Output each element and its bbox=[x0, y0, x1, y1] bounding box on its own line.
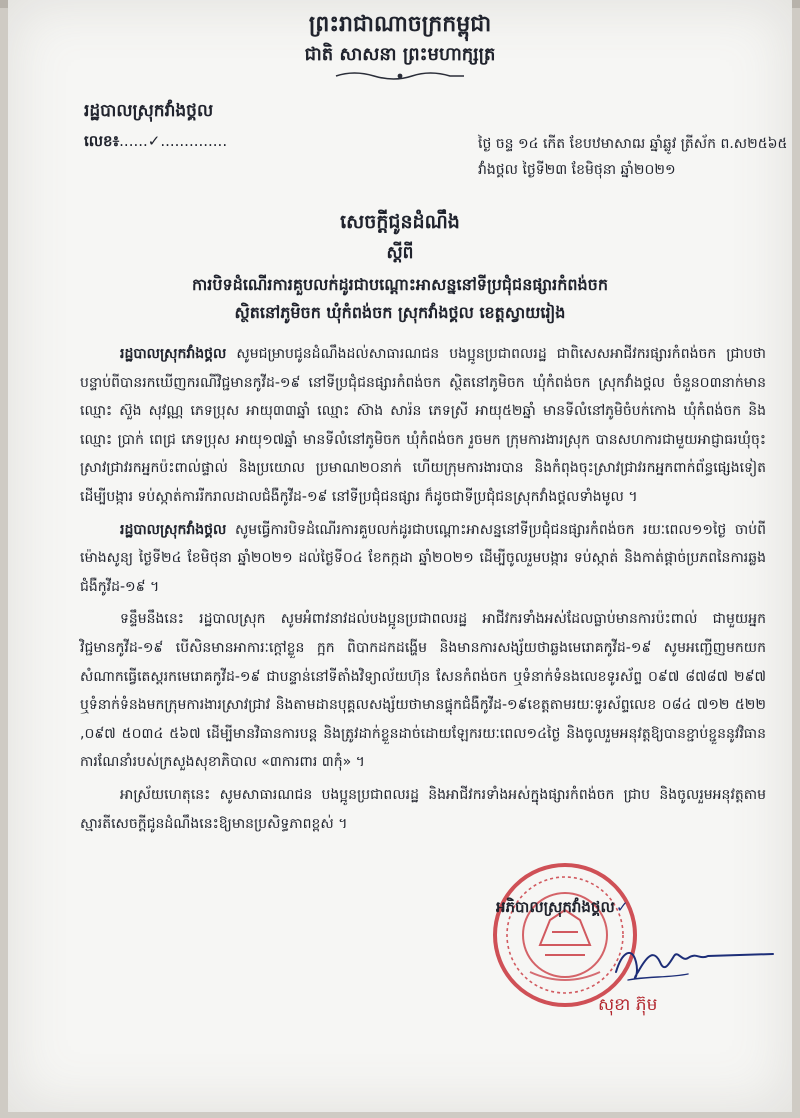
national-motto: ជាតិ សាសនា ព្រះមហាក្សត្រ bbox=[304, 44, 496, 65]
paragraph-text: សូមធ្វើការបិទដំណើរការគួបលក់ដូរជាបណ្តោះអាសន្ននៅទីប្រជុំជនផ្សារកំពង់ចក រយៈពេល១១ថ្ងៃ ចាប់ពីម៉ោងសូន្យ ថ្ងៃទី២៤ ខែមិថុនា ឆ្នាំ២០២១ ដល់ថ្ងៃទី០៤ ខែកក្កដា ឆ្នាំ២០២១ ដើម្បីចូលរួមបង្ការ ទប់ស្កាត់ និងកាត់ផ្តាច់ប្រភពនៃការឆ្លងជំងឺកូវីដ-១៩ ។ bbox=[80, 521, 766, 595]
paragraph-lead: រដ្ឋបាលស្រុកវាំងថ្គល bbox=[120, 521, 227, 538]
body-paragraph-1 bbox=[80, 340, 766, 512]
paragraph-text: ទន្ទឹមនឹងនេះ រដ្ឋបាលស្រុក សូមអំពាវនាវដល់បងប្អូនប្រជាពលរដ្ឋ អាជីវករទាំងអស់ដែលធ្លាប់មានការប៉ះពាល់ ជាមួយអ្នកវិជ្ជមានកូវីដ-១៩ បើសិនមានអាការៈក្តៅខ្លួន ក្អក ពិបាកដកដង្ហើម និងមានការសង្ស័យថាឆ្លងមេរោគកូវីដ-១៩ សូមអញ្ជើញមកយកសំណាកធ្វើតេស្តរកមេរោគកូវីដ-១៩ ជាបន្ទាន់នៅទីតាំងវិទ្យាល័យហ៊ុន សែនកំពង់ចក ឬទំនាក់ទំនងលេខទូរស័ព្ទ ០៩៧ ៨៧៨៧ ២៩៧ ឬទំនាក់ទំនងមកក្រុមការងារស្រាវជ្រាវ និងតាមដានបុគ្គលសង្ស័យថាមានផ្ទុកជំងឺកូវីដ-១៩ខេត្តតាមរយៈទូរស័ព្ទលេខ ០៨៤ ៧១២ ៥២២ ,០៩៧ ៥០៣៤ ៥៦៧ ដើម្បីមានវិធានការបន្ត និងត្រូវដាក់ខ្លួនដាច់ដោយឡែករយៈពេល១៤ថ្ងៃ និងចូលរួមអនុវត្តឱ្យបានខ្ជាប់ខ្ជួននូវវិធានការណែនាំរបស់ក្រសួងសុខាភិបាល «៣ការពារ ៣កុំ» ។ bbox=[80, 611, 766, 771]
lunar-date: ថ្ងៃ ចន្ទ ១៤ កើត ខែបឋមាសាឍ ឆ្នាំឆ្លូវ ត្រីស័ក ព.ស២៥៦៥ bbox=[478, 136, 788, 152]
signatory-title: អភិបាលស្រុកវាំងថ្គល bbox=[496, 898, 615, 916]
signer-name: សុខា ភ៊ុម bbox=[598, 995, 658, 1015]
kingdom-heading: ព្រះរាជាណាចក្រកម្ពុជា bbox=[308, 11, 492, 37]
handwritten-signature bbox=[608, 932, 778, 1002]
notice-title: សេចក្តីជូនដំណឹង bbox=[340, 211, 460, 233]
body-paragraph-3 bbox=[80, 605, 766, 777]
notice-subject-line-1: ការបិទដំណើរការគួបលក់ដូរជាបណ្តោះអាសន្ននៅទីប្រជុំជនផ្សារកំពង់ចក bbox=[192, 275, 608, 294]
ornament-divider bbox=[334, 70, 466, 82]
document-number-value: ......✓.............. bbox=[119, 132, 228, 150]
document-number bbox=[84, 132, 227, 154]
notice-about-label: ស្តីពី bbox=[386, 243, 414, 263]
issuing-authority: រដ្ឋបាលស្រុកវាំងថ្គល bbox=[84, 101, 214, 121]
paragraph-text: អាស្រ័យហេតុនេះ សូមសាធារណជន បងប្អូនប្រជាពលរដ្ឋ និងអាជីវករទាំងអស់ក្នុងផ្សារកំពង់ចក ជ្រាប និងចូលរួមអនុវត្តតាមស្មារតីសេចក្តីជូនដំណឹងនេះឱ្យមានប្រសិទ្ធភាពខ្ពស់ ។ bbox=[80, 786, 766, 832]
notice-subject-line-2: ស្ថិតនៅភូមិចក ឃុំកំពង់ចក ស្រុកវាំងថ្គល ខេត្តស្វាយរៀង bbox=[234, 303, 566, 322]
document-page bbox=[8, 0, 792, 1112]
body-paragraph-4 bbox=[80, 781, 766, 838]
paragraph-text: សូមជម្រាបជូនដំណឹងដល់សាធារណជន បងប្អូនប្រជាពលរដ្ឋ ជាពិសេសអាជីវករផ្សារកំពង់ចក ជ្រាបថា បន្ទាប់ពីបានរកឃើញករណីវិជ្ជមានកូវីដ-១៩ នៅទីប្រជុំជនផ្សារកំពង់ចក ស្ថិតនៅភូមិចក ឃុំកំពង់ចក ស្រុកវាំងថ្គល ចំនួន០៣នាក់មានឈ្មោះ ស៊ួង សុវណ្ណ ភេទប្រុស អាយុ៣៣ឆ្នាំ ឈ្មោះ ស៊ាង សារ៉ន ភេទស្រី អាយុ៥២ឆ្នាំ មានទីលំនៅភូមិចំបក់កោង ឃុំកំពង់ចក និងឈ្មោះ ប្រាក់ ពេជ្រ ភេទប្រុស អាយុ១៧ឆ្នាំ មានទីលំនៅភូមិចក ឃុំកំពង់ចក រួចមក ក្រុមការងារស្រុក បានសហការជាមួយអាជ្ញាធរឃុំចុះស្រាវជ្រាវរកអ្នកប៉ះពាល់ផ្ទាល់ និងប្រយោល ប្រមាណ២០នាក់ ហើយក្រុមការងារបាន និងកំពុងចុះស្រាវជ្រាវរកអ្នកពាក់ព័ន្ធផ្សេងទៀត ដើម្បីបង្ការ ទប់ស្កាត់ការរីករាលដាលជំងឺកូវីដ-១៩ នៅទីប្រជុំជនផ្សារ ក៏ដូចជាទីប្រជុំជនស្រុកវាំងថ្គលទាំងមូល ។ bbox=[80, 346, 766, 505]
solar-date: វាំងថ្គល ថ្ងៃទី២៣ ខែមិថុនា ឆ្នាំ២០២១ bbox=[478, 162, 676, 178]
paragraph-lead: រដ្ឋបាលស្រុកវាំងថ្គល bbox=[120, 346, 227, 362]
handwritten-mark: ✓ bbox=[616, 898, 629, 916]
notice-title-block bbox=[28, 210, 772, 327]
body-paragraph-2 bbox=[80, 516, 766, 602]
document-number-label: លេខ៖ bbox=[84, 132, 120, 150]
notice-body bbox=[80, 340, 766, 842]
